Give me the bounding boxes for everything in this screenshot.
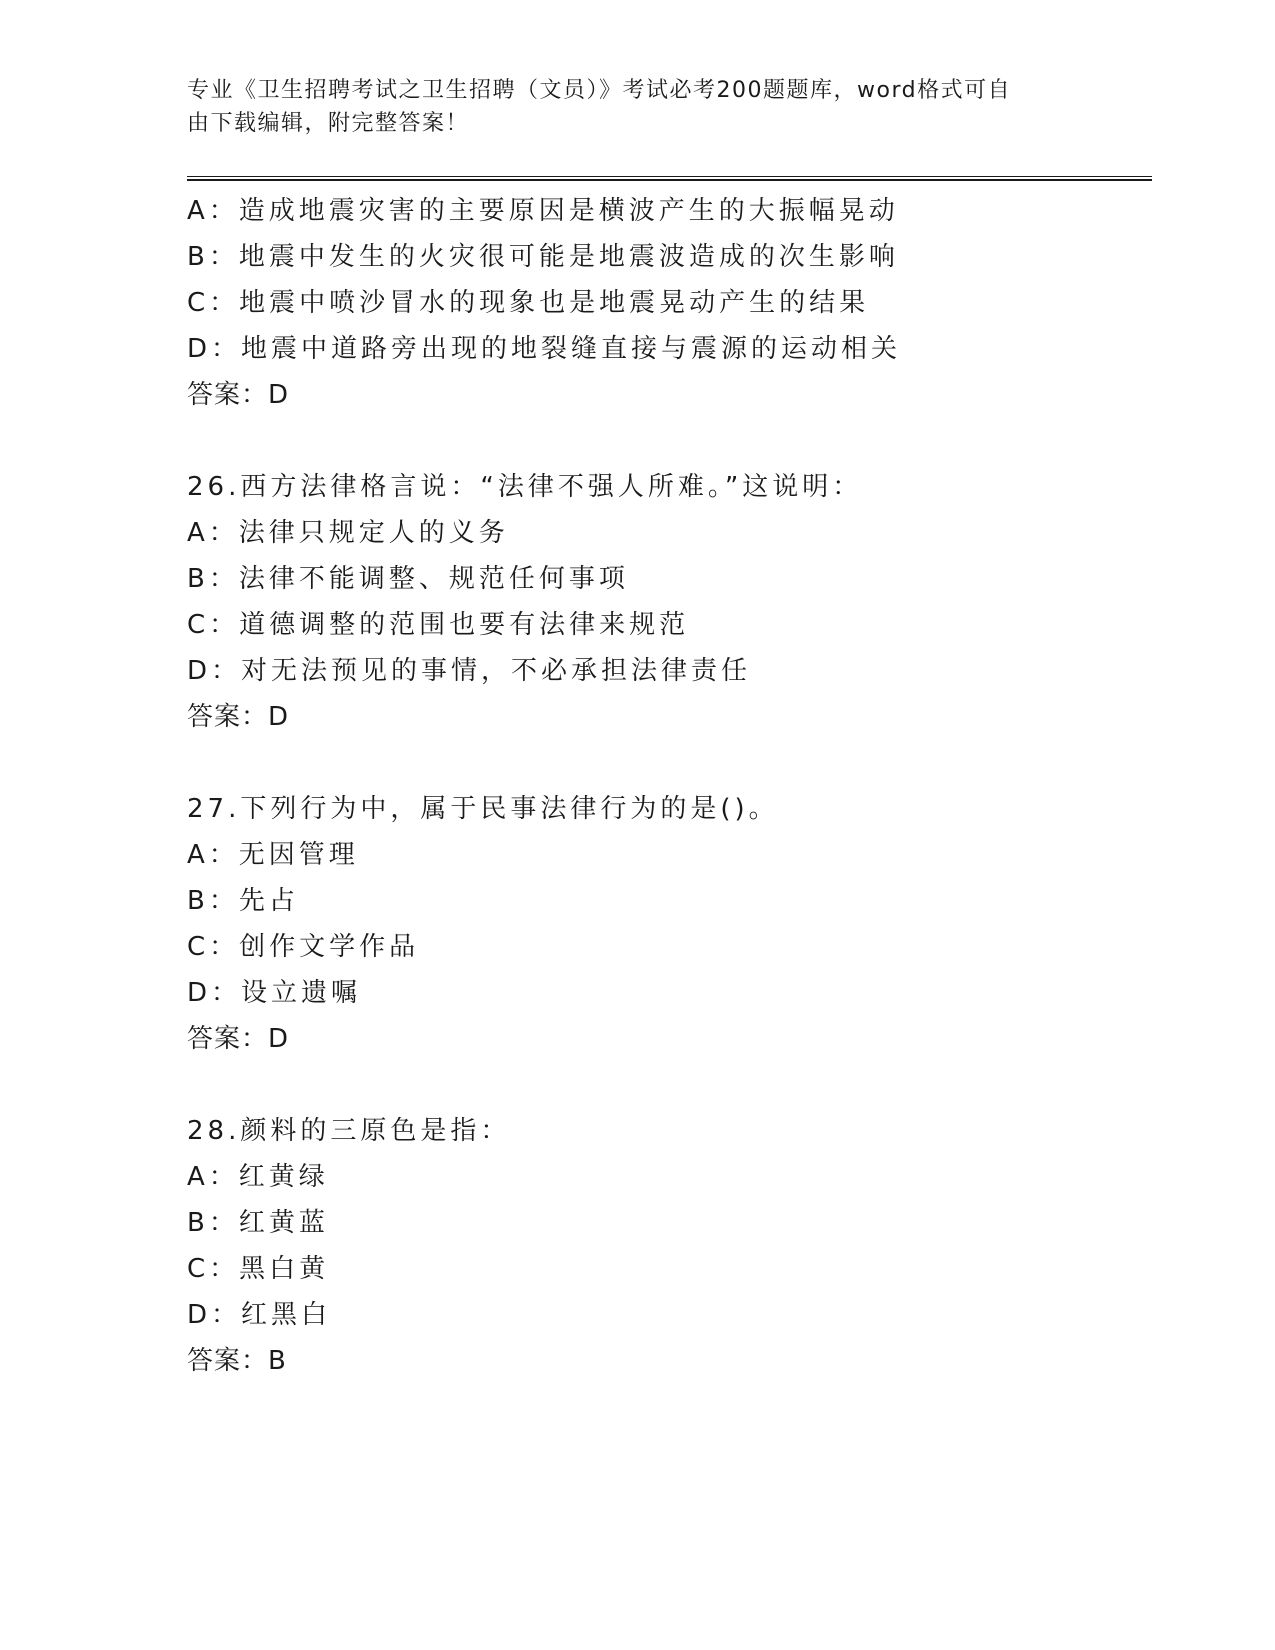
q26-option-c: C：道德调整的范围也要有法律来规范 (187, 610, 690, 640)
q28-option-d: D：红黑白 (187, 1300, 332, 1330)
q27-option-c: C：创作文学作品 (187, 932, 420, 962)
q27-option-d: D：设立遗嘱 (187, 978, 362, 1008)
q28-option-a: A：红黄绿 (187, 1162, 329, 1192)
q27-option-b: B：先占 (187, 886, 299, 916)
q25-option-b: B：地震中发生的火灾很可能是地震波造成的次生影响 (187, 242, 899, 272)
q26-option-b: B：法律不能调整、规范任何事项 (187, 564, 629, 594)
spacer (187, 740, 1152, 786)
q26-question: 26.西方法律格言说：“法律不强人所难。”这说明： (187, 472, 863, 502)
q27-option-a: A：无因管理 (187, 840, 359, 870)
header-divider (187, 176, 1152, 181)
document-header (187, 74, 1077, 140)
q25-option-d: D：地震中道路旁出现的地裂缝直接与震源的运动相关 (187, 334, 902, 364)
spacer (187, 418, 1152, 464)
q26-option-d: D：对无法预见的事情，不必承担法律责任 (187, 656, 752, 686)
question-26-block (187, 464, 1152, 740)
q25-answer: 答案：D (187, 380, 290, 410)
question-28-block (187, 1108, 1152, 1384)
document-page (187, 0, 1152, 1650)
q26-answer: 答案：D (187, 702, 290, 732)
question-list (187, 188, 1152, 1384)
q26-option-a: A：法律只规定人的义务 (187, 518, 509, 548)
q28-question: 28.颜料的三原色是指： (187, 1116, 511, 1146)
q28-option-c: C：黑白黄 (187, 1254, 330, 1284)
q27-answer: 答案：D (187, 1024, 290, 1054)
header-line-1: 专业《卫生招聘考试之卫生招聘（文员）》考试必考200题题库，word格式可自 (187, 78, 1012, 103)
question-25-block (187, 188, 1152, 418)
header-line-2: 由下载编辑，附完整答案！ (187, 111, 470, 136)
q25-option-c: C：地震中喷沙冒水的现象也是地震晃动产生的结果 (187, 288, 870, 318)
q27-question: 27.下列行为中，属于民事法律行为的是()。 (187, 794, 779, 824)
q28-answer: 答案：B (187, 1346, 287, 1376)
spacer (187, 1062, 1152, 1108)
q25-option-a: A：造成地震灾害的主要原因是横波产生的大振幅晃动 (187, 196, 899, 226)
q28-option-b: B：红黄蓝 (187, 1208, 329, 1238)
question-27-block (187, 786, 1152, 1062)
